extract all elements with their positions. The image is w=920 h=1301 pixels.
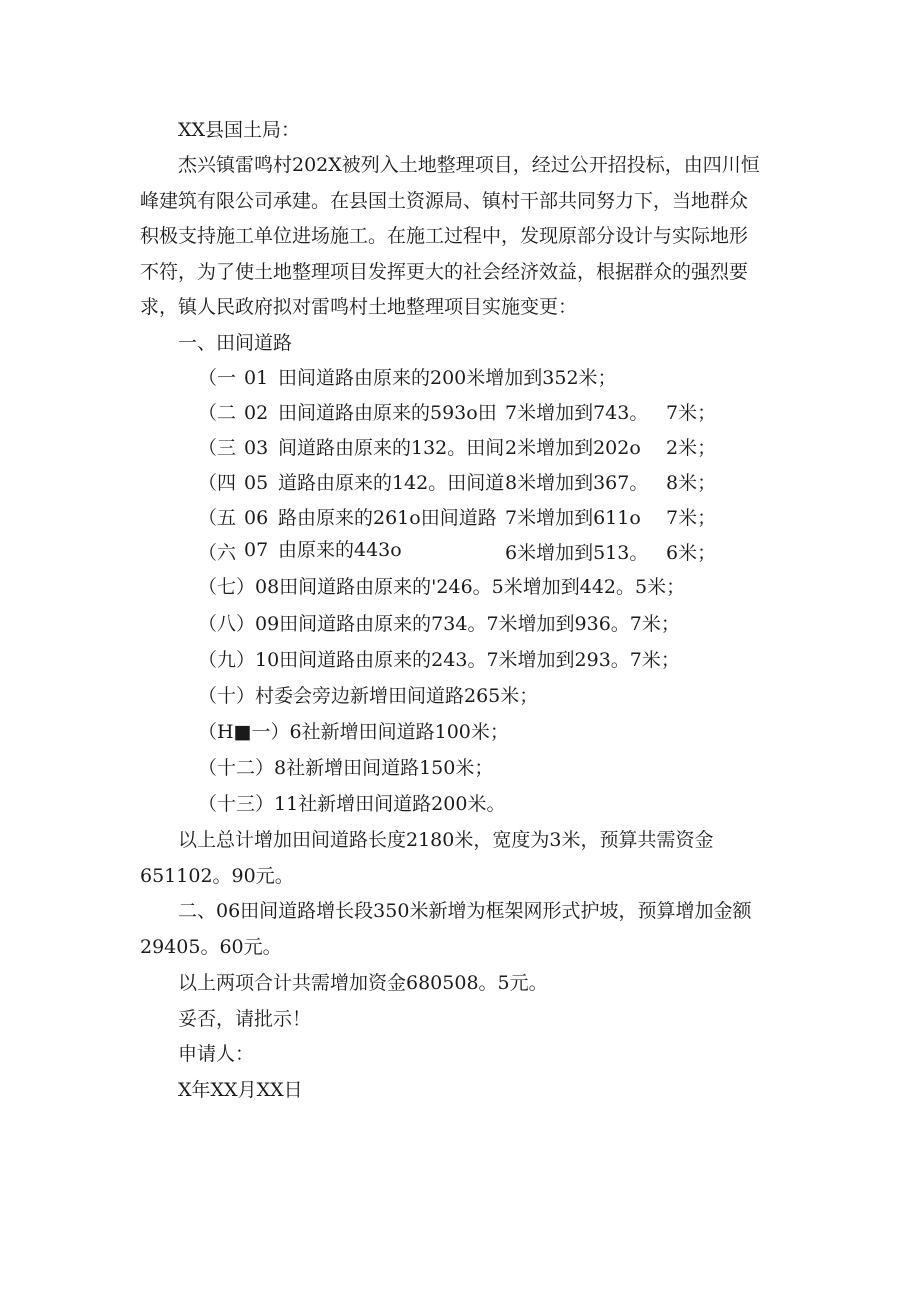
intro-line-1: 杰兴镇雷鸣村202X被列入土地整理项目，经过公开招投标，由四川恒: [178, 154, 760, 176]
row-description: 田间道路由原来的593o田: [278, 402, 497, 424]
row-code: 03: [244, 437, 269, 459]
row-description: 路由原来的261o田间道路: [278, 507, 497, 529]
total-line: 以上两项合计共需增加资金680508。5元。: [178, 972, 548, 994]
row-width: 7米；: [666, 402, 717, 424]
row-increase: 6米增加到513。: [505, 542, 649, 564]
row-code: 05: [244, 472, 269, 494]
row-width: 2米；: [666, 437, 717, 459]
row-number: （一: [198, 367, 237, 389]
row-number: （三: [198, 437, 237, 459]
row-description: 田间道路由原来的200米增加到352米；: [278, 367, 617, 389]
summary1-line-2: 651102。90元。: [140, 865, 294, 887]
salutation: XX县国土局：: [178, 119, 301, 141]
section2-line-1: 二、06田间道路增长段350米新增为框架网形式护坡，预算增加金额: [178, 900, 752, 922]
applicant-line: 申请人：: [178, 1043, 255, 1065]
row-number: （五: [198, 507, 237, 529]
row-number: （二: [198, 402, 237, 424]
item-7: （七）08田间道路由原来的'246。5米增加到442。5米；: [198, 576, 686, 598]
row-number: （六: [198, 542, 237, 561]
row-increase: 8米增加到367。: [505, 472, 649, 494]
row-number: （四: [198, 472, 237, 494]
row-width: 8米；: [666, 472, 717, 494]
item-12: （十二）8社新增田间道路150米；: [198, 757, 494, 779]
section1-heading: 一、田间道路: [178, 332, 293, 354]
row-description: 间道路由原来的132。田间: [278, 437, 505, 459]
row-increase: 2米增加到202o: [505, 437, 641, 459]
row-code: 02: [244, 402, 269, 424]
row-increase: 7米增加到743。: [505, 402, 649, 424]
row-code: 01: [244, 367, 269, 389]
date-line: X年XX月XX日: [178, 1079, 303, 1101]
section2-line-2: 29405。60元。: [140, 936, 282, 958]
row-description: 由原来的443o: [278, 539, 402, 561]
intro-line-3: 积极支持施工单位进场施工。在施工过程中，发现原部分设计与实际地形: [140, 225, 749, 247]
item-10: （十）村委会旁边新增田间道路265米；: [198, 685, 539, 707]
intro-line-5: 求，镇人民政府拟对雷鸣村土地整理项目实施变更：: [140, 296, 578, 318]
row-increase: 7米增加到611o: [505, 507, 641, 529]
row-code: 07: [244, 539, 269, 561]
summary1-line-1: 以上总计增加田间道路长度2180米，宽度为3米，预算共需资金: [178, 829, 714, 851]
row-description: 道路由原来的142。田间道: [278, 472, 505, 494]
intro-line-4: 不符，为了使土地整理项目发挥更大的社会经济效益，根据群众的强烈要: [140, 261, 749, 283]
request-line: 妥否，请批示！: [178, 1008, 312, 1030]
row-width: 7米；: [666, 507, 717, 529]
item-8: （八）09田间道路由原来的734。7米增加到936。7米；: [198, 613, 680, 635]
item-9: （九）10田间道路由原来的243。7米增加到293。7米；: [198, 649, 680, 671]
intro-line-2: 峰建筑有限公司承建。在县国土资源局、镇村干部共同努力下，当地群众: [140, 190, 749, 212]
item-13: （十三）11社新增田间道路200米。: [198, 793, 506, 815]
item-11: （H■一）6社新增田间道路100米；: [198, 721, 509, 743]
row-code: 06: [244, 507, 269, 529]
row-width: 6米；: [666, 542, 717, 564]
